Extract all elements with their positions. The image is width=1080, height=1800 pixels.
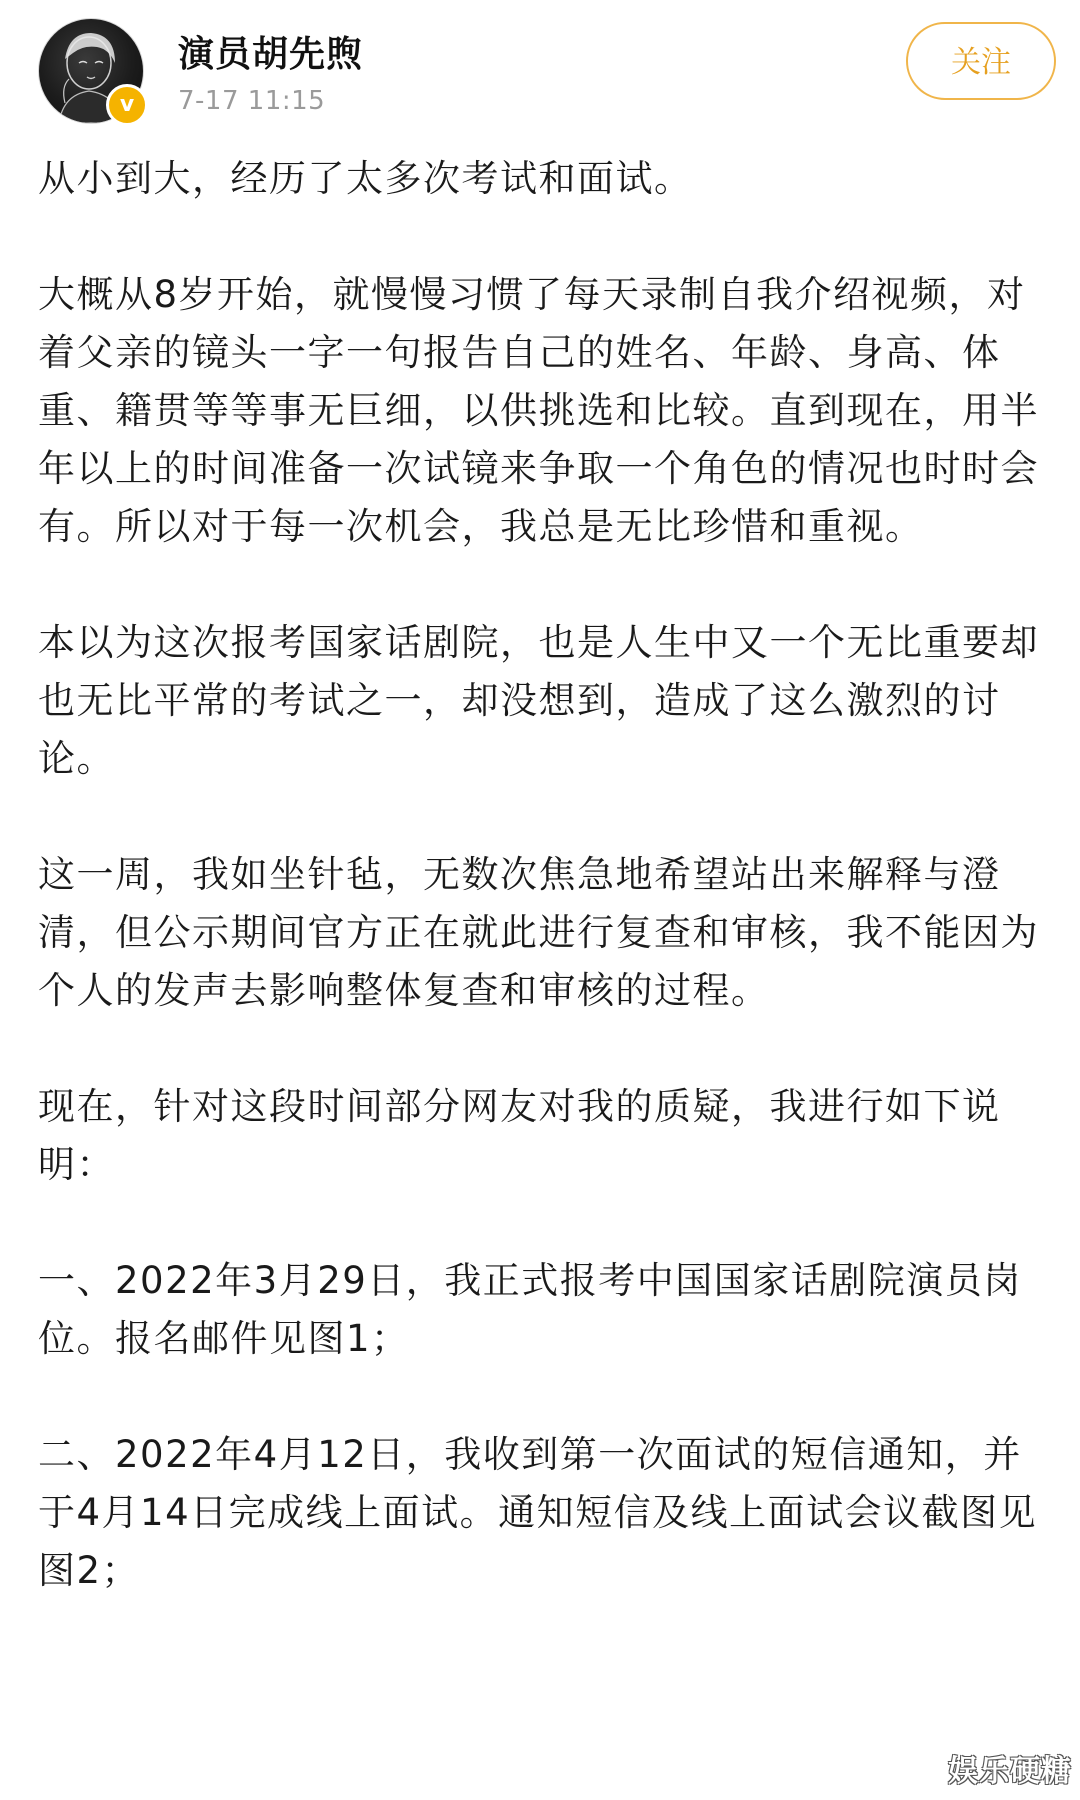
post-paragraph: 二、2022年4月12日，我收到第一次面试的短信通知，并于4月14日完成线上面试。通知短信及线上面试会议截图见图2； xyxy=(38,1433,1038,1592)
follow-button[interactable]: 关注 xyxy=(906,22,1056,100)
post-paragraph: 这一周，我如坐针毡，无数次焦急地希望站出来解释与澄清，但公示期间官方正在就此进行复查和审核，我不能因为个人的发声去影响整体复查和审核的过程。 xyxy=(38,853,1039,1012)
author-username[interactable]: 演员胡先煦 xyxy=(178,34,364,75)
post-timestamp: 7-17 11:15 xyxy=(178,86,326,116)
post-paragraph: 一、2022年3月29日，我正式报考中国国家话剧院演员岗位。报名邮件见图1； xyxy=(38,1259,1022,1360)
post-paragraph: 现在，针对这段时间部分网友对我的质疑，我进行如下说明： xyxy=(38,1085,1001,1186)
watermark: 娱乐硬糖 xyxy=(948,1754,1072,1789)
post-paragraph: 大概从8岁开始，就慢慢习惯了每天录制自我介绍视频，对着父亲的镜头一字一句报告自己的姓名、年龄、身高、体重、籍贯等等事无巨细，以供挑选和比较。直到现在，用半年以上的时间准备一次试镜来争取一个角色的情况也时时会有。所以对于每一次机会，我总是无比珍惜和重视。 xyxy=(38,273,1039,548)
author-avatar[interactable] xyxy=(38,18,144,124)
post-header xyxy=(0,0,1080,135)
verified-badge-icon: v xyxy=(106,84,148,126)
post-paragraph: 从小到大，经历了太多次考试和面试。 xyxy=(38,157,693,200)
post-body xyxy=(38,150,1048,1658)
post-paragraph: 本以为这次报考国家话剧院，也是人生中又一个无比重要却也无比平常的考试之一，却没想到，造成了这么激烈的讨论。 xyxy=(38,621,1039,780)
